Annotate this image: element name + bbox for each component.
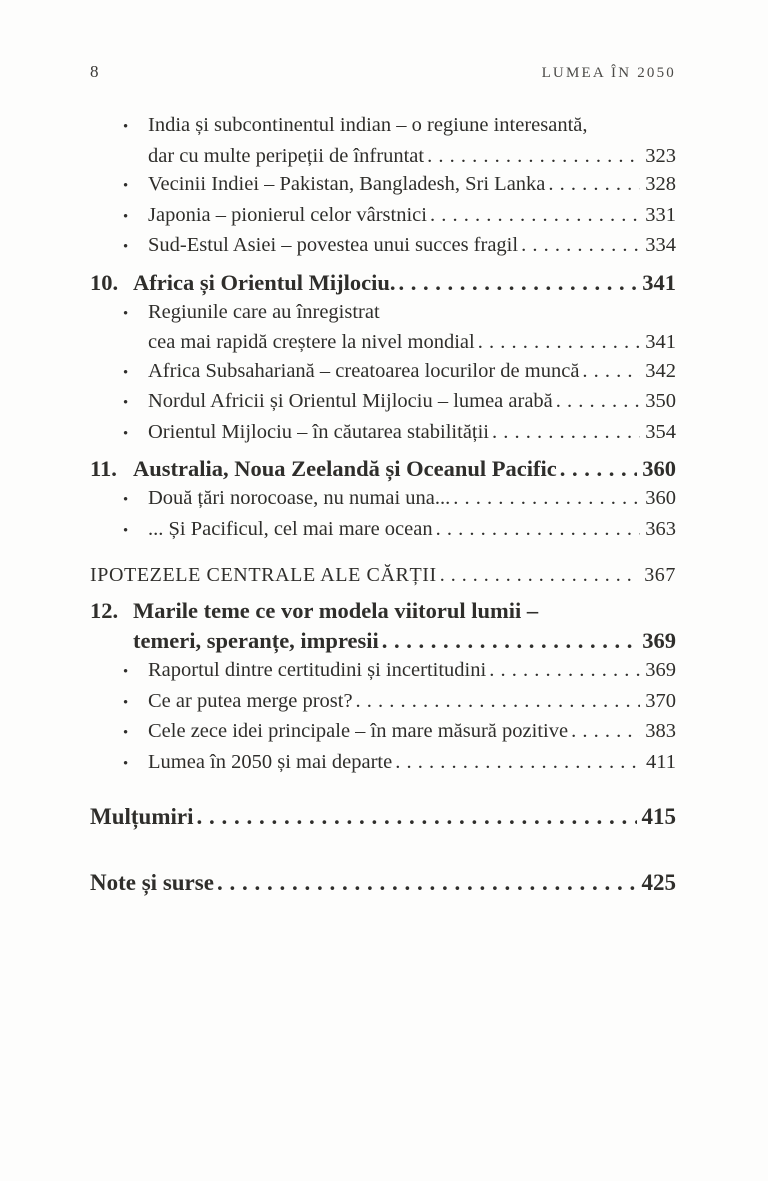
toc-chapter-entry xyxy=(90,596,676,656)
toc-entry-text: Note și surse xyxy=(90,870,214,895)
toc-entry xyxy=(90,515,676,546)
toc-entry-text: Vecinii Indiei – Pakistan, Bangladesh, Sri Lanka xyxy=(148,173,546,195)
toc-page-number: 411 xyxy=(646,750,676,773)
toc-page-number: 334 xyxy=(645,234,676,256)
dot-leader xyxy=(553,387,640,416)
bullet-icon: • xyxy=(123,239,129,255)
toc-entry xyxy=(90,687,676,718)
toc-page-number: 341 xyxy=(642,269,676,295)
toc-entry-text: Două țări norocoase, nu numai una... xyxy=(148,487,451,509)
toc-entry-text: Marile teme ce vor modela viitorul lumii – xyxy=(133,598,539,623)
running-header xyxy=(90,60,676,85)
toc-chapter-entry xyxy=(90,454,676,484)
bullet-icon: • xyxy=(123,119,129,135)
bullet-icon: • xyxy=(123,725,129,741)
toc-entry-text: Japonia – pionierul celor vârstnici xyxy=(148,203,427,226)
dot-leader xyxy=(450,484,640,513)
bullet-icon: • xyxy=(123,364,129,381)
dot-leader xyxy=(395,268,637,298)
chapter-number: 10. xyxy=(90,269,119,295)
dot-leader xyxy=(379,626,637,656)
toc-page-number: 383 xyxy=(645,720,676,742)
toc-entry xyxy=(90,170,676,201)
toc-entry xyxy=(90,298,676,357)
toc-page-number: 369 xyxy=(642,628,676,653)
toc-page-number: 415 xyxy=(641,804,676,829)
bullet-icon: • xyxy=(123,425,129,442)
toc-page-number: 341 xyxy=(645,331,676,353)
toc-page-number: 350 xyxy=(645,390,676,412)
toc-entry xyxy=(90,717,676,748)
toc-entry-text: dar cu multe peripeții de înfruntat xyxy=(148,144,425,167)
toc-page-number: 363 xyxy=(645,517,676,540)
toc-entry-text: Orientul Mijlociu – în căutarea stabilității xyxy=(148,420,490,443)
toc-page-number: 370 xyxy=(645,689,676,712)
dot-leader xyxy=(545,170,640,199)
toc-entry-text: Regiunile care au înregistrat xyxy=(148,300,380,323)
chapter-number: 11. xyxy=(90,456,117,481)
toc-page-number: 369 xyxy=(645,659,676,681)
dot-leader xyxy=(353,687,641,716)
toc-chapter-entry xyxy=(90,268,676,298)
toc-page-number: 360 xyxy=(642,456,676,481)
bullet-icon: • xyxy=(123,492,129,508)
toc-entry-text: Australia, Noua Zeelandă și Oceanul Pacific xyxy=(133,456,557,481)
toc-page-number: 342 xyxy=(645,359,676,382)
toc-entry xyxy=(90,656,676,687)
toc-entry-text: India și subcontinentul indian – o regiune interesantă, xyxy=(148,114,588,136)
toc-entry xyxy=(90,111,676,170)
toc-entry xyxy=(90,357,676,388)
dot-leader xyxy=(475,328,641,357)
dot-leader xyxy=(194,802,637,832)
toc-backmatter-entry xyxy=(90,802,676,832)
toc-page-number: 354 xyxy=(645,420,676,443)
dot-leader xyxy=(433,515,641,544)
table-of-contents xyxy=(90,111,676,898)
toc-entry xyxy=(90,748,676,779)
toc-entry-text: Africa și Orientul Mijlociu. xyxy=(133,269,396,295)
toc-entry-text: Nordul Africii și Orientul Mijlociu – lumea arabă xyxy=(148,390,553,412)
toc-entry xyxy=(90,418,676,449)
toc-entry-text: Sud-Estul Asiei – povestea unui succes fragil xyxy=(148,234,519,256)
bullet-icon: • xyxy=(123,395,129,411)
toc-backmatter-entry xyxy=(90,868,676,898)
dot-leader xyxy=(486,656,640,685)
toc-entry-text: Raportul dintre certitudini și incertitudini xyxy=(148,659,487,681)
toc-entry-text: ... Și Pacificul, cel mai mare ocean xyxy=(148,517,433,540)
running-title: LUMEA ÎN 2050 xyxy=(541,65,676,81)
toc-entry-text: Lumea în 2050 și mai departe xyxy=(148,750,393,773)
toc-page-number: 425 xyxy=(641,870,676,895)
chapter-number: 12. xyxy=(90,598,119,623)
toc-entry xyxy=(90,484,676,515)
dot-leader xyxy=(489,418,640,447)
bullet-icon: • xyxy=(123,522,129,539)
toc-entry-text: Africa Subsahariană – creatoarea locurilor de muncă xyxy=(148,359,580,382)
toc-page-number: 367 xyxy=(644,564,676,586)
dot-leader xyxy=(437,561,639,590)
toc-page-number: 331 xyxy=(645,203,676,226)
toc-entry-text: Ce ar putea merge prost? xyxy=(148,689,353,712)
bullet-icon: • xyxy=(123,694,129,711)
toc-entry-text: Cele zece idei principale – în mare măsură pozitive xyxy=(148,720,569,742)
dot-leader xyxy=(518,231,640,260)
toc-page-number: 360 xyxy=(645,487,676,509)
bullet-icon: • xyxy=(123,178,129,194)
dot-leader xyxy=(392,748,641,777)
dot-leader xyxy=(568,717,640,746)
toc-entry-text: cea mai rapidă creștere la nivel mondial xyxy=(148,331,475,353)
bullet-icon: • xyxy=(123,305,129,322)
toc-section-entry xyxy=(90,561,676,590)
toc-entry xyxy=(90,387,676,418)
dot-leader xyxy=(214,868,637,898)
bullet-icon: • xyxy=(123,208,129,225)
dot-leader xyxy=(557,454,638,484)
dot-leader xyxy=(579,357,640,386)
dot-leader xyxy=(427,201,640,230)
page-number-folio: 8 xyxy=(90,62,99,81)
dot-leader xyxy=(424,142,640,171)
toc-entry-text: temeri, speranțe, impresii xyxy=(133,628,379,653)
bullet-icon: • xyxy=(123,755,129,772)
toc-entry-text: IPOTEZELE CENTRALE ALE CĂRȚII xyxy=(90,564,437,586)
bullet-icon: • xyxy=(123,664,129,680)
toc-entry xyxy=(90,201,676,232)
toc-page-number: 328 xyxy=(645,173,676,195)
toc-entry-text: Mulțumiri xyxy=(90,804,194,829)
toc-page-number: 323 xyxy=(645,144,676,167)
toc-entry xyxy=(90,231,676,262)
